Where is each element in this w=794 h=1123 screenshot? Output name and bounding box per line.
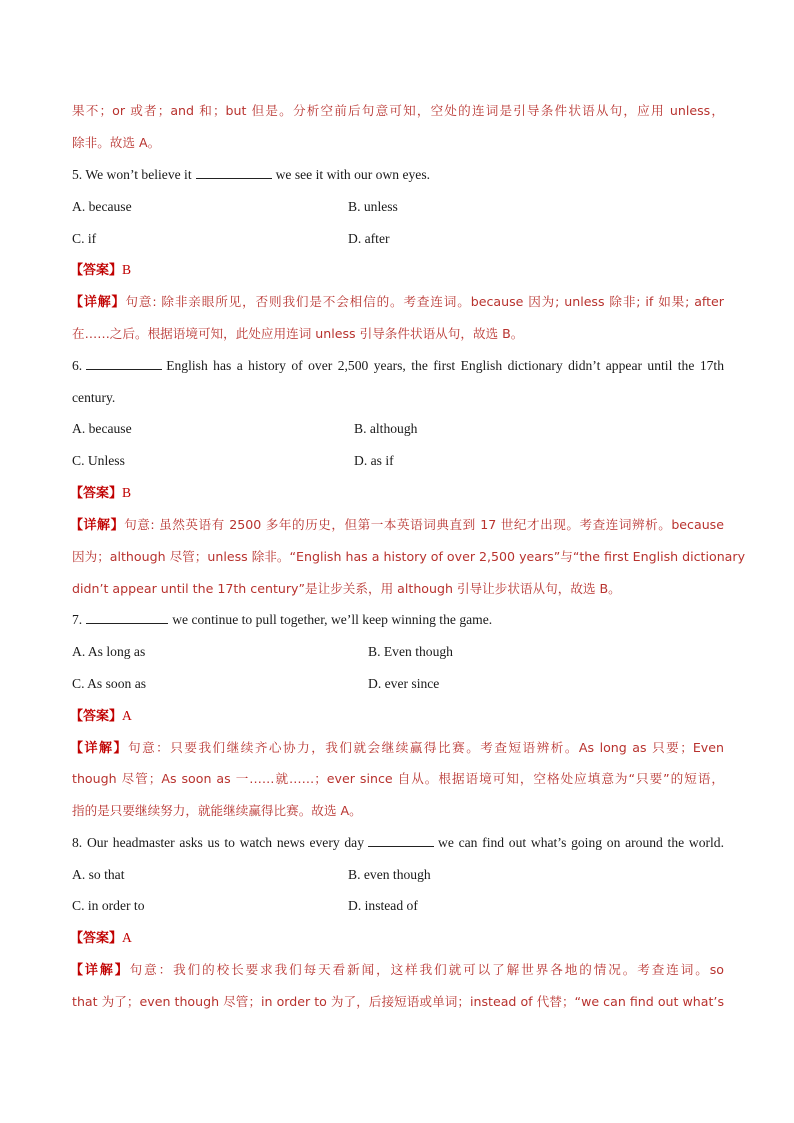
- answer-row: [70, 929, 722, 948]
- answer-blank: [86, 357, 162, 370]
- detail-line-1: [70, 961, 724, 980]
- question-text-line-1: English has a history of over 2,500 years, the first English dictionary didn’t appear until the 17th: [166, 358, 724, 373]
- option-b: B. even though: [348, 867, 431, 882]
- question-text-after: we can find out what’s going on around the world.: [438, 835, 724, 850]
- answer-row: [70, 484, 722, 503]
- option-b: B. although: [354, 421, 418, 436]
- detail-tag: 【详解】: [70, 518, 125, 533]
- option-d: D. instead of: [348, 898, 418, 913]
- question-number: 5.: [72, 167, 83, 182]
- option-c: C. As soon as: [72, 676, 147, 691]
- option-c: C. in order to: [72, 898, 145, 913]
- detail-line-2: 因为；although 尽管；unless 除非。“English has a history of over 2,500 years”与“the first English dictionary: [72, 549, 746, 564]
- question-5: [72, 166, 724, 184]
- option-c: C. if: [72, 231, 97, 246]
- detail-line-3: didn’t appear until the 17th century”是让步关系，用 although 引导让步状语从句，故选 B。: [72, 581, 621, 596]
- question-6-line-2: century.: [72, 390, 116, 405]
- detail-tag: 【详解】: [70, 295, 126, 310]
- detail-text: 句意：只要我们继续齐心协力，我们就会继续赢得比赛。考查短语辨析。As long as 只要；Even: [128, 740, 724, 755]
- prev-explanation-line-2: 除非。故选 A。: [72, 135, 161, 150]
- question-text-after: we see it with our own eyes.: [275, 167, 431, 182]
- option-a: A. because: [72, 421, 132, 436]
- answer-tag: 【答案】: [70, 263, 123, 278]
- option-a: A. so that: [72, 867, 125, 882]
- option-d: D. as if: [354, 453, 394, 468]
- prev-explanation-line-1: 果不；or 或者；and 和；but 但是。分析空前后句意可知，空处的连词是引导条件状语从句，应用 unless，: [72, 103, 724, 118]
- option-c: C. Unless: [72, 453, 125, 468]
- detail-tag: 【详解】: [70, 963, 130, 978]
- answer-tag: 【答案】: [70, 709, 123, 724]
- answer-value: A: [122, 708, 132, 723]
- question-number: 8.: [72, 835, 83, 850]
- question-7: [72, 611, 724, 629]
- detail-line-2: that 为了；even though 尽管；in order to 为了，后接短语或单词；instead of 代替；“we can find out what’s: [72, 994, 724, 1009]
- answer-blank: [196, 166, 272, 179]
- detail-line-1: [70, 293, 724, 312]
- option-b: B. unless: [348, 199, 398, 214]
- option-d: D. after: [348, 231, 390, 246]
- detail-line-1: [70, 739, 724, 758]
- answer-value: A: [122, 930, 132, 945]
- option-b: B. Even though: [368, 644, 453, 659]
- detail-line-2: 在……之后。根据语境可知，此处应用连词 unless 引导条件状语从句，故选 B。: [72, 326, 524, 341]
- question-text-after: we continue to pull together, we’ll keep winning the game.: [172, 612, 493, 627]
- answer-row: [70, 707, 722, 726]
- detail-text: 句意：我们的校长要求我们每天看新闻，这样我们就可以了解世界各地的情况。考查连词。so: [129, 962, 724, 977]
- detail-line-2: though 尽管；As soon as 一……就……；ever since 自从。根据语境可知，空格处应填意为“只要”的短语，: [72, 771, 724, 786]
- option-d: D. ever since: [368, 676, 440, 691]
- question-text-before: Our headmaster asks us to watch news every day: [86, 835, 365, 850]
- question-text-before: We won’t believe it: [85, 167, 192, 182]
- detail-line-3: 指的是只要继续努力，就能继续赢得比赛。故选 A。: [72, 803, 362, 818]
- detail-line-1: [70, 516, 724, 535]
- answer-tag: 【答案】: [70, 931, 123, 946]
- question-number: 6.: [72, 358, 83, 373]
- answer-value: B: [122, 262, 132, 277]
- option-a: A. As long as: [72, 644, 146, 659]
- answer-row: [70, 261, 722, 280]
- question-6: [72, 357, 724, 375]
- question-8: [72, 834, 724, 852]
- detail-tag: 【详解】: [70, 741, 128, 756]
- answer-blank: [368, 834, 434, 847]
- question-number: 7.: [72, 612, 83, 627]
- answer-blank: [86, 611, 168, 624]
- detail-text: 句意: 虽然英语有 2500 多年的历史，但第一本英语词典直到 17 世纪才出现。考查连词辨析。because: [124, 517, 724, 532]
- answer-value: B: [122, 485, 132, 500]
- option-a: A. because: [72, 199, 132, 214]
- detail-text: 句意: 除非亲眼所见，否则我们是不会相信的。考查连词。because 因为; unless 除非; if 如果; after: [125, 294, 724, 309]
- answer-tag: 【答案】: [70, 486, 123, 501]
